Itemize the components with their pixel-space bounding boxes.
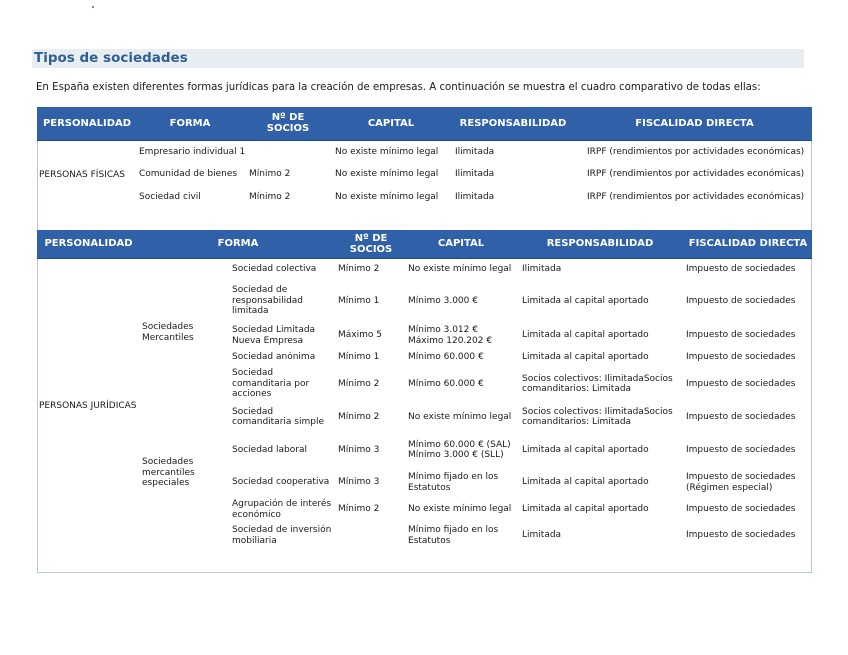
cell-fiscalidad: Impuesto de sociedades: [686, 264, 796, 274]
cell-fiscalidad: Impuesto de sociedades: [686, 411, 796, 422]
cell-capital: No existe mínimo legal: [335, 146, 439, 157]
cell-socios: Mínimo 2: [338, 411, 380, 422]
table-row: [37, 186, 812, 209]
table-row: [37, 163, 812, 186]
subgroup-mercantiles-especiales: Sociedades mercantiles especiales: [142, 457, 195, 488]
header-socios: Nº DE SOCIOS: [336, 230, 406, 258]
cell-capital: No existe mínimo legal: [408, 264, 512, 274]
cell-capital: Mínimo 60.000 € (SAL) Mínimo 3.000 € (SLL): [408, 439, 511, 460]
subgroup-mercantiles: Sociedades Mercantiles: [142, 322, 194, 343]
cell-responsabilidad: Limitada al capital aportado: [522, 330, 649, 341]
cell-socios: Mínimo 1: [338, 351, 380, 362]
header-capital: CAPITAL: [333, 107, 449, 140]
cell-socios: Mínimo 2: [249, 192, 291, 203]
header-responsabilidad: RESPONSABILIDAD: [449, 107, 577, 140]
group-personas-fisicas: PERSONAS FÍSICAS: [39, 169, 125, 180]
cell-socios: Mínimo 1: [338, 295, 380, 306]
cell-socios: Mínimo 2: [249, 169, 291, 180]
intro-text: En España existen diferentes formas jurídicas para la creación de empresas. A continuación se muestra el cuadro comparativo de todas ellas:: [36, 82, 761, 93]
comparison-table-juridicas: [37, 230, 812, 548]
cell-forma: Sociedad de inversión mobiliaria: [232, 525, 332, 546]
cell-forma: Sociedad de responsabilidad limitada: [232, 285, 304, 317]
decorative-dot: [92, 6, 94, 8]
cell-capital: Mínimo 3.000 €: [408, 295, 478, 306]
cell-capital: No existe mínimo legal: [335, 169, 439, 180]
cell-capital: Mínimo 60.000 €: [408, 378, 484, 389]
header-personalidad: PERSONALIDAD: [37, 230, 140, 258]
cell-forma: Sociedad comanditaria por acciones: [232, 368, 310, 400]
table-row: [37, 431, 812, 469]
header-socios: Nº DE SOCIOS: [243, 107, 333, 140]
header-responsabilidad: RESPONSABILIDAD: [516, 230, 684, 258]
cell-socios: Mínimo 2: [338, 378, 380, 389]
cell-capital: No existe mínimo legal: [408, 504, 512, 515]
cell-responsabilidad: Ilimitada: [455, 192, 495, 203]
cell-capital: Mínimo fijado en los Estatutos: [408, 472, 499, 493]
cell-responsabilidad: Limitada al capital aportado: [522, 444, 649, 455]
header-fiscalidad: FISCALIDAD DIRECTA: [577, 107, 812, 140]
header-forma: FORMA: [137, 107, 243, 140]
cell-fiscalidad: Impuesto de sociedades: [686, 295, 796, 306]
table-row: [37, 258, 812, 280]
cell-fiscalidad: Impuesto de sociedades: [686, 330, 796, 341]
cell-forma: Sociedad laboral: [232, 444, 307, 455]
cell-capital: Mínimo 3.012 € Máximo 120.202 €: [408, 325, 493, 346]
comparison-table-fisicas: [37, 107, 812, 209]
subgroup-empty: [140, 258, 230, 280]
cell-responsabilidad: Socios colectivos: IlimitadaSocios comanditarios: Limitada: [522, 406, 673, 427]
cell-forma: Sociedad cooperativa: [232, 477, 330, 488]
cell-fiscalidad: Impuesto de sociedades: [686, 378, 796, 389]
cell-responsabilidad: Limitada al capital aportado: [522, 351, 649, 362]
header-capital: CAPITAL: [406, 230, 516, 258]
cell-forma: Sociedad anónima: [232, 351, 316, 362]
cell-forma: Sociedad comanditaria simple: [232, 406, 324, 427]
cell-forma: Sociedad Limitada Nueva Empresa: [232, 325, 316, 346]
cell-socios: Mínimo 3: [338, 444, 380, 455]
cell-fiscalidad: Impuesto de sociedades: [686, 351, 796, 362]
cell-responsabilidad: Ilimitada: [522, 264, 562, 274]
cell-forma: Empresario individual 1: [139, 146, 246, 157]
cell-responsabilidad: Socios colectivos: IlimitadaSocios comanditarios: Limitada: [522, 373, 673, 394]
header-personalidad: PERSONALIDAD: [37, 107, 137, 140]
table-row: [37, 280, 812, 322]
cell-fiscalidad: IRPF (rendimientos por actividades económicas): [587, 169, 805, 180]
cell-socios: [336, 523, 406, 548]
cell-responsabilidad: Limitada al capital aportado: [522, 295, 649, 306]
cell-responsabilidad: Limitada al capital aportado: [522, 477, 649, 488]
cell-socios: Mínimo 2: [338, 264, 380, 274]
cell-forma: Agrupación de interés económico: [232, 499, 332, 520]
table-row: [37, 140, 812, 163]
cell-fiscalidad: Impuesto de sociedades: [686, 504, 796, 515]
table-header-row: [37, 230, 812, 258]
cell-responsabilidad: Limitada: [522, 530, 562, 541]
cell-responsabilidad: Ilimitada: [455, 169, 495, 180]
cell-forma: Sociedad colectiva: [232, 264, 317, 274]
cell-capital: Mínimo fijado en los Estatutos: [408, 525, 499, 546]
header-fiscalidad: FISCALIDAD DIRECTA: [684, 230, 812, 258]
group-personas-juridicas: PERSONAS JURÍDICAS: [39, 400, 137, 411]
cell-capital: No existe mínimo legal: [408, 411, 512, 422]
cell-socios: Mínimo 2: [338, 504, 380, 515]
cell-fiscalidad: Impuesto de sociedades (Régimen especial): [686, 472, 796, 493]
cell-responsabilidad: Limitada al capital aportado: [522, 504, 649, 515]
cell-forma: Comunidad de bienes: [139, 169, 238, 180]
cell-socios: Máximo 5: [338, 330, 382, 341]
page-title: Tipos de sociedades: [34, 50, 188, 66]
cell-fiscalidad: IRPF (rendimientos por actividades económicas): [587, 146, 805, 157]
cell-responsabilidad: Ilimitada: [455, 146, 495, 157]
cell-fiscalidad: Impuesto de sociedades: [686, 530, 796, 541]
cell-socios: Mínimo 3: [338, 477, 380, 488]
cell-capital: Mínimo 60.000 €: [408, 351, 484, 362]
cell-forma: Sociedad civil: [139, 192, 201, 203]
cell-capital: No existe mínimo legal: [335, 192, 439, 203]
table-header-row: [37, 107, 812, 140]
cell-fiscalidad: Impuesto de sociedades: [686, 444, 796, 455]
cell-fiscalidad: IRPF (rendimientos por actividades económicas): [587, 192, 805, 203]
header-forma: FORMA: [140, 230, 336, 258]
